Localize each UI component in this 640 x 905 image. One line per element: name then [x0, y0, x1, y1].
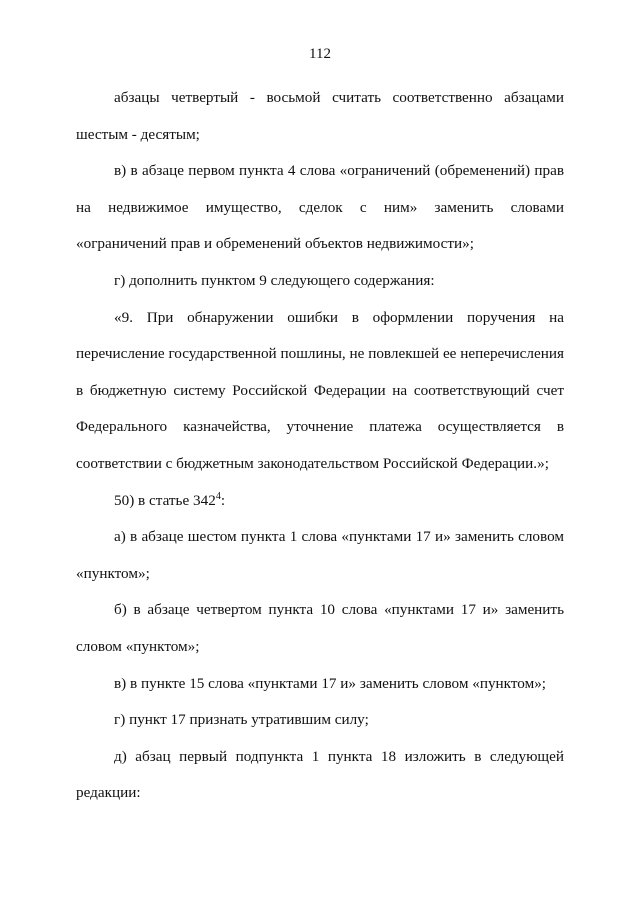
- paragraph-item-v-punkt-4: в) в абзаце первом пункта 4 слова «ограничений (обременений) прав на недвижимое имущество, сделок с ним» заменить словами «ограничений прав и обременений объектов недвижимости»;: [76, 162, 564, 253]
- paragraph-item-g-add-punkt-9: г) дополнить пунктом 9 следующего содержания:: [114, 271, 435, 289]
- paragraph-item-g-punkt-17: г) пункт 17 признать утратившим силу;: [114, 711, 369, 729]
- paragraph-item-50-article: [76, 483, 564, 520]
- document-body: [76, 80, 564, 812]
- paragraph-punkt-9-text: «9. При обнаружении ошибки в оформлении поручения на перечисление государственной пошлины, не повлекшей ее неперечисления в бюджетную систему Российской Федерации на соответствующий счет Федерального казначейства, уточнение платежа осуществляется в соответствии с бюджетным законодательством Российской Федерации.»;: [76, 308, 564, 472]
- page-number: 112: [309, 46, 331, 62]
- paragraph-abzacy-shift: абзацы четвертый - восьмой считать соответственно абзацами шестым - десятым;: [76, 89, 564, 143]
- paragraph-item-b-punkt-10: б) в абзаце четвертом пункта 10 слова «пунктами 17 и» заменить словом «пунктом»;: [76, 601, 564, 655]
- paragraph-item-v-punkt-15: в) в пункте 15 слова «пунктами 17 и» заменить словом «пунктом»;: [114, 674, 547, 692]
- paragraph-item-d-punkt-18: д) абзац первый подпункта 1 пункта 18 изложить в следующей редакции:: [76, 747, 564, 802]
- article-reference-tail: :: [220, 491, 226, 509]
- article-reference-text: 50) в статье 342: [114, 491, 216, 509]
- article-superscript: 4: [215, 490, 221, 502]
- paragraph-item-a-punkt-1: а) в абзаце шестом пункта 1 слова «пунктами 17 и» заменить словом «пунктом»;: [76, 528, 564, 582]
